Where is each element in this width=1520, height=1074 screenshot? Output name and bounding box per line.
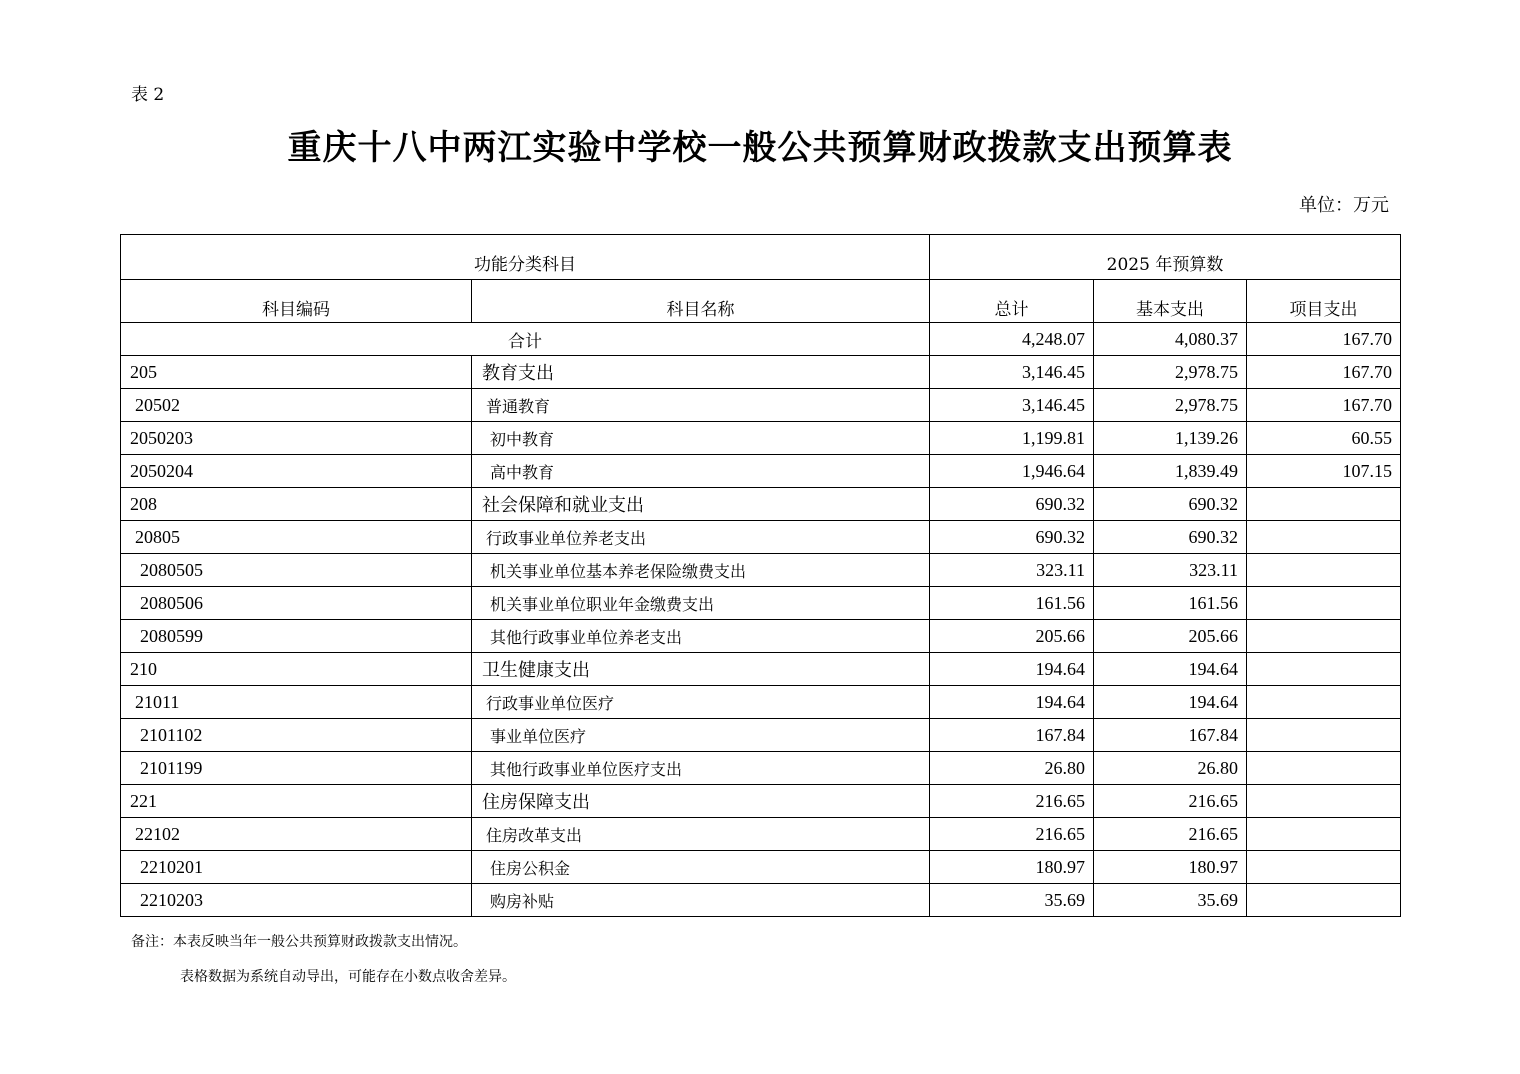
row-name: 行政事业单位医疗: [472, 686, 930, 719]
row-basic: 2,978.75: [1094, 389, 1247, 422]
row-name: 行政事业单位养老支出: [472, 521, 930, 554]
table-row: [121, 587, 1401, 620]
row-project: [1247, 752, 1401, 785]
row-project: [1247, 884, 1401, 917]
row-basic: 205.66: [1094, 620, 1247, 653]
row-name: 机关事业单位职业年金缴费支出: [472, 587, 930, 620]
row-total: 690.32: [930, 488, 1094, 521]
row-name: 机关事业单位基本养老保险缴费支出: [472, 554, 930, 587]
table-row: [121, 818, 1401, 851]
row-name: 其他行政事业单位养老支出: [472, 620, 930, 653]
row-total: 194.64: [930, 653, 1094, 686]
row-total: 216.65: [930, 818, 1094, 851]
total-row-basic: 4,080.37: [1094, 323, 1247, 356]
row-code: 2080505: [121, 554, 472, 587]
row-basic: 1,839.49: [1094, 455, 1247, 488]
row-name: 住房公积金: [472, 851, 930, 884]
row-total: 216.65: [930, 785, 1094, 818]
row-basic: 161.56: [1094, 587, 1247, 620]
row-name: 教育支出: [472, 356, 930, 389]
row-code: 2050203: [121, 422, 472, 455]
table-row: [121, 455, 1401, 488]
row-code: 22102: [121, 818, 472, 851]
table-row: [121, 422, 1401, 455]
row-basic: 2,978.75: [1094, 356, 1247, 389]
table-row: [121, 752, 1401, 785]
row-total: 35.69: [930, 884, 1094, 917]
row-code: 2210201: [121, 851, 472, 884]
total-row-project: 167.70: [1247, 323, 1401, 356]
row-project: [1247, 851, 1401, 884]
row-code: 2101199: [121, 752, 472, 785]
row-name: 事业单位医疗: [472, 719, 930, 752]
header-column-row: [121, 280, 1401, 323]
row-code: 2210203: [121, 884, 472, 917]
table-row: [121, 356, 1401, 389]
row-basic: 35.69: [1094, 884, 1247, 917]
row-name: 普通教育: [472, 389, 930, 422]
row-name: 购房补贴: [472, 884, 930, 917]
row-project: [1247, 653, 1401, 686]
row-basic: 194.64: [1094, 686, 1247, 719]
row-project: 60.55: [1247, 422, 1401, 455]
total-row: [121, 323, 1401, 356]
row-project: [1247, 620, 1401, 653]
row-name: 卫生健康支出: [472, 653, 930, 686]
row-name: 住房保障支出: [472, 785, 930, 818]
row-name: 社会保障和就业支出: [472, 488, 930, 521]
row-name: 初中教育: [472, 422, 930, 455]
row-project: [1247, 818, 1401, 851]
total-row-total: 4,248.07: [930, 323, 1094, 356]
row-total: 3,146.45: [930, 389, 1094, 422]
row-total: 690.32: [930, 521, 1094, 554]
document-title: 重庆十八中两江实验中学校一般公共预算财政拨款支出预算表: [287, 128, 1233, 168]
row-code: 221: [121, 785, 472, 818]
header-code: 科目编码: [121, 280, 472, 323]
table-row: [121, 554, 1401, 587]
row-project: [1247, 719, 1401, 752]
row-project: 167.70: [1247, 356, 1401, 389]
row-basic: 690.32: [1094, 521, 1247, 554]
row-total: 3,146.45: [930, 356, 1094, 389]
row-code: 2101102: [121, 719, 472, 752]
row-code: 20805: [121, 521, 472, 554]
row-project: [1247, 521, 1401, 554]
table-row: [121, 653, 1401, 686]
row-code: 21011: [121, 686, 472, 719]
table-row: [121, 620, 1401, 653]
row-basic: 180.97: [1094, 851, 1247, 884]
row-total: 1,199.81: [930, 422, 1094, 455]
row-total: 167.84: [930, 719, 1094, 752]
row-project: [1247, 686, 1401, 719]
header-function-classification: 功能分类科目: [121, 235, 930, 280]
row-total: 323.11: [930, 554, 1094, 587]
table-row: [121, 719, 1401, 752]
row-basic: 167.84: [1094, 719, 1247, 752]
table-row: [121, 521, 1401, 554]
header-group-row: [121, 235, 1401, 280]
row-project: 107.15: [1247, 455, 1401, 488]
table-row: [121, 884, 1401, 917]
row-project: [1247, 488, 1401, 521]
table-row: [121, 851, 1401, 884]
row-basic: 323.11: [1094, 554, 1247, 587]
row-name: 住房改革支出: [472, 818, 930, 851]
row-total: 1,946.64: [930, 455, 1094, 488]
table-number-label: 表 2: [131, 85, 165, 105]
row-basic: 216.65: [1094, 785, 1247, 818]
header-total: 总计: [930, 280, 1094, 323]
row-total: 161.56: [930, 587, 1094, 620]
table-row: [121, 785, 1401, 818]
row-name: 高中教育: [472, 455, 930, 488]
table-row: [121, 488, 1401, 521]
row-code: 208: [121, 488, 472, 521]
row-project: [1247, 554, 1401, 587]
unit-label: 单位：万元: [1299, 195, 1389, 216]
row-basic: 216.65: [1094, 818, 1247, 851]
row-code: 20502: [121, 389, 472, 422]
header-budget-year: 2025 年预算数: [930, 235, 1401, 280]
header-name: 科目名称: [472, 280, 930, 323]
row-code: 2080599: [121, 620, 472, 653]
row-code: 2050204: [121, 455, 472, 488]
header-basic: 基本支出: [1094, 280, 1247, 323]
header-project: 项目支出: [1247, 280, 1401, 323]
row-project: [1247, 785, 1401, 818]
row-total: 26.80: [930, 752, 1094, 785]
row-total: 180.97: [930, 851, 1094, 884]
notes-line-1: 备注：本表反映当年一般公共预算财政拨款支出情况。: [131, 934, 467, 950]
row-basic: 26.80: [1094, 752, 1247, 785]
row-basic: 194.64: [1094, 653, 1247, 686]
table-row: [121, 389, 1401, 422]
row-total: 194.64: [930, 686, 1094, 719]
row-project: [1247, 587, 1401, 620]
row-code: 205: [121, 356, 472, 389]
row-code: 2080506: [121, 587, 472, 620]
notes-line-2: 表格数据为系统自动导出，可能存在小数点收舍差异。: [180, 969, 516, 985]
row-name: 其他行政事业单位医疗支出: [472, 752, 930, 785]
row-code: 210: [121, 653, 472, 686]
row-basic: 690.32: [1094, 488, 1247, 521]
row-project: 167.70: [1247, 389, 1401, 422]
row-basic: 1,139.26: [1094, 422, 1247, 455]
total-label: 合计: [121, 323, 930, 356]
table-row: [121, 686, 1401, 719]
budget-table: [120, 234, 1401, 917]
row-total: 205.66: [930, 620, 1094, 653]
